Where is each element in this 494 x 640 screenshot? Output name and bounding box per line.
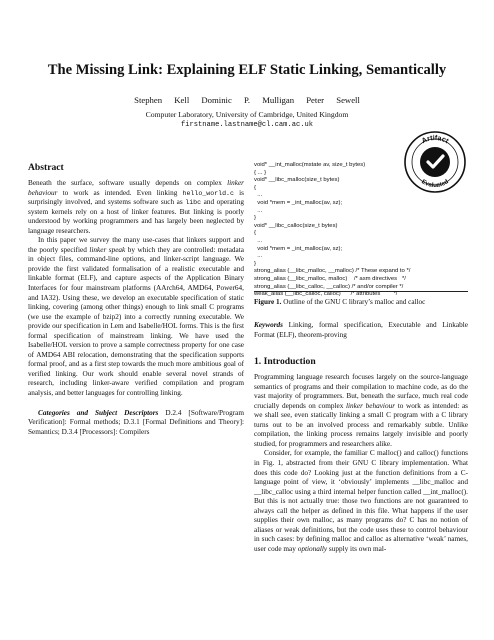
contact-email: firstname.lastname@cl.cam.ac.uk [181, 121, 313, 129]
code-line: void* __int_malloc(mstate av, size_t bytes) [254, 162, 366, 168]
abstract-paragraph: Beneath the surface, software usually depends on complex linker behaviour to work as intended. Even linking hello_world.c is surprisingly involved, and systems software such as libc and operating system kernels rely on a host of linker features. But linking is poorly understood by working programmers and has largely been neglected by language researchers. [28, 179, 244, 235]
affiliation: Computer Laboratory, University of Cambridge, United Kingdom [145, 110, 349, 119]
code-line: } [254, 260, 256, 267]
code-line: { ... } [254, 169, 267, 176]
badge-top-text: Artifact [419, 132, 451, 146]
right-column [254, 162, 468, 554]
abstract-paragraph: In this paper we survey the many use-cases that linkers support and the poorly specified linker speak by which they are controlled: metadata in object files, command-line options, and linker-script language. We provide the first validated formalisation of a realistic executable and linkable format (ELF), and capture aspects of the Application Binary Interfaces for four mainstream platforms (AArch64, AMD64, Power64, and IA32). Using these, we develop an executable specification of static linking, covering (among other things) enough to link small C programs (we use the example of bzip2) into a correctly running executable. We provide our specification in Lem and Isabelle/HOL forms. This is the first formal specification of mainstream linking. We have used the Isabelle/HOL version to prove a sample correctness property for one case of AMD64 ABI relocation, demonstrating that the specification supports formal proof, and as a first step towards the much more ambitious goal of verified linking. Our work should enable several novel strands of research, including linker-aware verified compilation and program analysis, and better languages for controlling linking. [28, 236, 244, 398]
introduction-heading: 1. Introduction [254, 356, 316, 368]
figure-code-listing [254, 162, 468, 298]
figure-caption: Figure 1. Outline of the GNU C library’s malloc and calloc [254, 298, 426, 306]
code-line: void* __libc_malloc(size_t bytes) [254, 177, 340, 184]
code-line: ... [254, 237, 263, 244]
code-line: weak_alias (__libc_calloc, calloc) /* attributes */ [254, 291, 398, 298]
code-line: { [254, 230, 256, 237]
author-name: Stephen Kell [134, 95, 190, 105]
author-name: Dominic P. Mulligan [201, 95, 295, 105]
code-line: void *mem = _int_malloc(av, sz); [254, 199, 343, 206]
badge-bottom-text: Evaluated [420, 178, 450, 190]
categories-descriptors: Categories and Subject Descriptors D.2.4 [Software/Program Verification]: Formal methods; D.3.1 [Formal Definitions and Theory]: Semantics; D.3.4 [Processors]: Compilers [28, 408, 244, 436]
code-line: strong_alias (__libc_calloc, __calloc) /* and/or compiler */ [254, 283, 404, 290]
intro-paragraph: Programming language research focuses largely on the source-language semantics of programs and their compilation to machine code, as do the vast majority of programmers. But, beneath the surface, much real code crucially depends on complex linker behaviour to work as intended: as we shall see, even statically linking a small C program with a C library turns out to be an involved process and remarkably subtle. Unlike compilation, the linking process remains largely invisible and poorly studied, for programmers and researchers alike. [254, 373, 468, 448]
keywords-line: Keywords Linking, formal specification, Executable and Linkable Format (ELF), theorem-proving [254, 321, 468, 339]
author-list [0, 95, 494, 105]
code-line: ... [254, 192, 263, 199]
intro-paragraph: Consider, for example, the familiar C malloc() and calloc() functions in Fig. 1, abstracted from their GNU C library implementation. What does this code do? Looking just at the function definitions from a C-language point of view, it ‘obviously’ implements __libc_malloc and __libc_calloc using a third internal helper function called __int_malloc(). But this is not actually true: those two functions are not guaranteed to always call the helper as defined in this file. What happens if the user supplies their own malloc, as many programs do? C has no notion of aliases or weak definitions, but the code uses these to control behaviour in such cases: by defining malloc and calloc as alternative ‘weak’ names, user code may optionally supply its own mal- [254, 449, 468, 553]
code-line: ... [254, 253, 263, 260]
paper-title: The Missing Link: Explaining ELF Static Linking, Semantically [47, 62, 447, 78]
code-line: { [254, 184, 256, 191]
code-line: void *mem = _int_malloc(av, sz); [254, 245, 343, 252]
code-line: ... [254, 207, 263, 214]
author-name: Peter Sewell [306, 95, 360, 105]
abstract-heading: Abstract [28, 162, 64, 173]
code-line: void* __libc_calloc(size_t bytes) [254, 222, 338, 229]
code-line: strong_alias (__libc_malloc, __malloc) /* These expand to */ [254, 268, 411, 275]
left-column [28, 162, 244, 437]
code-line: } [254, 215, 256, 222]
code-line: strong_alias (__libc_malloc, malloc) /* asm directives */ [254, 275, 406, 282]
